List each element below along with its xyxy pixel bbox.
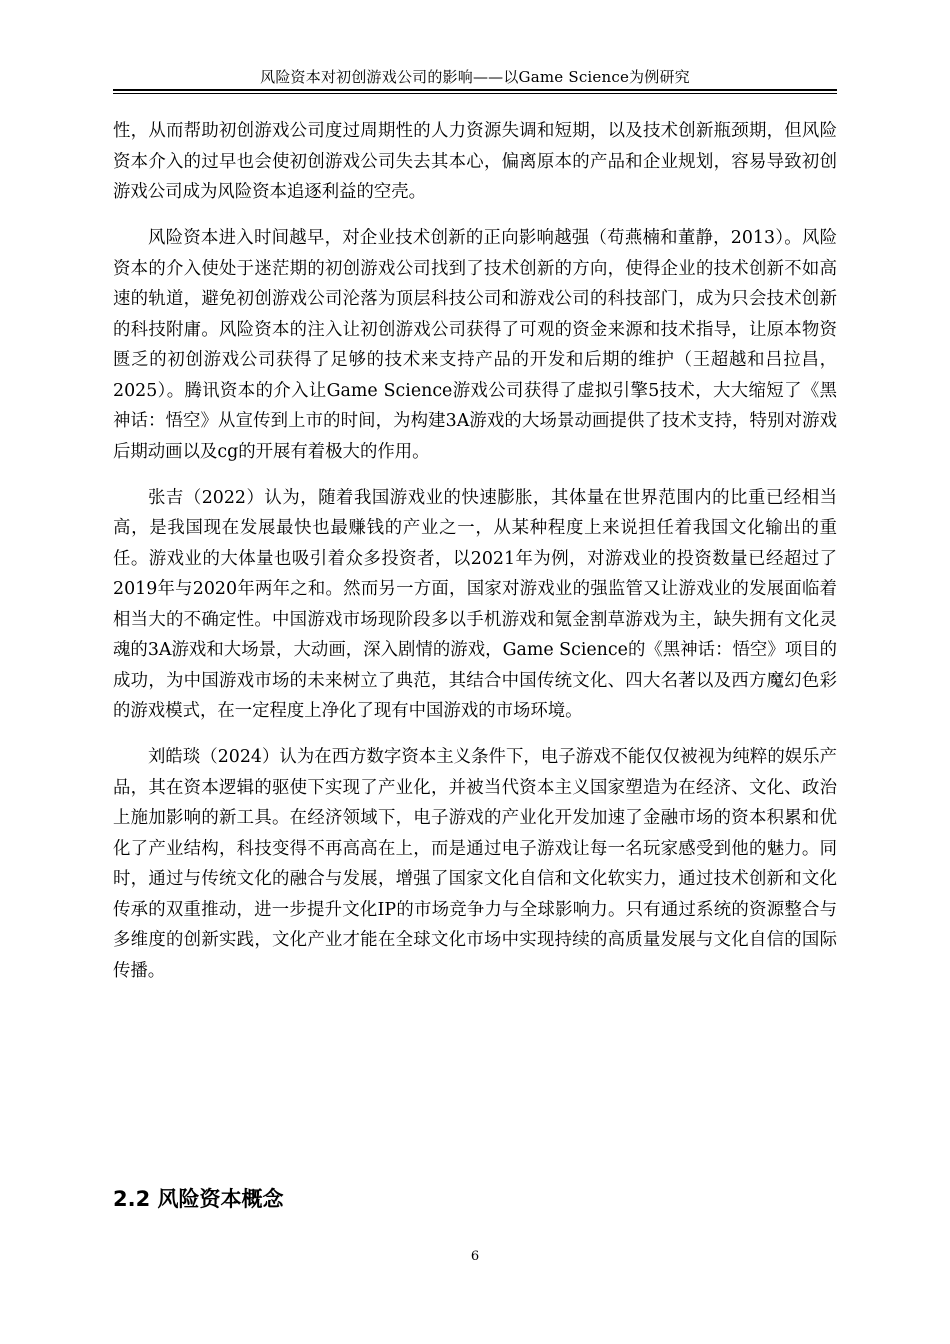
paragraph-venture-capital-timing: 风险资本进入时间越早，对企业技术创新的正向影响越强（苟燕楠和董静，2013）。风险资本的介入使处于迷茫期的初创游戏公司找到了技术创新的方向，使得企业的技术创新不如高速的轨道，避免初创游戏公司沦落为顶层科技公司和游戏公司的科技部门，成为只会技术创新的科技附庸。风险资本的注入让初创游戏公司获得了可观的资金来源和技术指导，让原本物资匮乏的初创游戏公司获得了足够的技术来支持产品的开发和后期的维护（王超越和吕拉昌，2025）。腾讯资本的介入让Game Science游戏公司获得了虚拟引擎5技术，大大缩短了《黑神话：悟空》从宣传到上市的时间，为构建3A游戏的大场景动画提供了技术支持，特别对游戏后期动画以及cg的开展有着极大的作用。: [113, 228, 837, 462]
paragraph-continuation: 性，从而帮助初创游戏公司度过周期性的人力资源失调和短期，以及技术创新瓶颈期，但风险资本介入的过早也会使初创游戏公司失去其本心，偏离原本的产品和企业规划，容易导致初创游戏公司成为风险资本追逐利益的空壳。: [113, 121, 837, 202]
paragraph-zhang-ji: 张吉（2022）认为，随着我国游戏业的快速膨胀，其体量在世界范围内的比重已经相当高，是我国现在发展最快也最赚钱的产业之一，从某种程度上来说担任着我国文化输出的重任。游戏业的大体量也吸引着众多投资者，以2021年为例，对游戏业的投资数量已经超过了2019年与2020年两年之和。然而另一方面，国家对游戏业的强监管又让游戏业的发展面临着相当大的不确定性。中国游戏市场现阶段多以手机游戏和氪金割草游戏为主，缺失拥有文化灵魂的3A游戏和大场景，大动画，深入剧情的游戏，Game Science的《黑神话：悟空》项目的成功，为中国游戏市场的未来树立了典范，其结合中国传统文化、四大名著以及西方魔幻色彩的游戏模式，在一定程度上净化了现有中国游戏的市场环境。: [113, 487, 837, 721]
running-header: 风险资本对初创游戏公司的影响——以Game Science为例研究: [260, 68, 690, 86]
paragraph-liu-haoyan: 刘皓琰（2024）认为在西方数字资本主义条件下，电子游戏不能仅仅被视为纯粹的娱乐产品，其在资本逻辑的驱使下实现了产业化，并被当代资本主义国家塑造为在经济、文化、政治上施加影响的新工具。在经济领域下，电子游戏的产业化开发加速了金融市场的资本积累和优化了产业结构，科技变得不再高高在上，而是通过电子游戏让每一名玩家感受到他的魅力。同时，通过与传统文化的融合与发展，增强了国家文化自信和文化软实力，通过技术创新和文化传承的双重推动，进一步提升文化IP的市场竞争力与全球影响力。只有通过系统的资源整合与多维度的创新实践，文化产业才能在全球文化市场中实现持续的高质量发展与文化自信的国际传播。: [113, 747, 837, 981]
section-heading: 2.2 风险资本概念: [113, 1187, 284, 1211]
header-rule-thin: [113, 93, 837, 94]
page-number: 6: [470, 1249, 480, 1264]
header-rule-thick: [113, 89, 837, 91]
body-text: [113, 116, 837, 986]
